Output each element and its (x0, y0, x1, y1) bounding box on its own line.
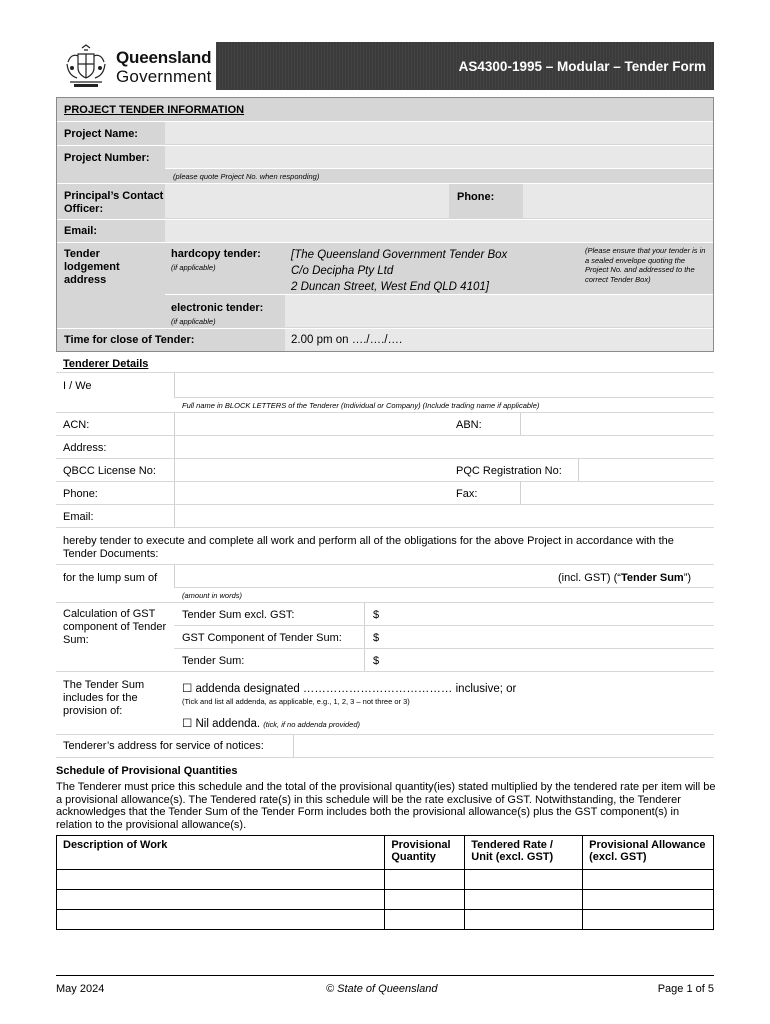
nil-addenda-checkbox[interactable]: ☐ Nil addenda. (tick, if no addenda provided) (182, 718, 361, 730)
table-row[interactable] (57, 870, 714, 890)
schedule-heading: Schedule of Provisional Quantities (56, 765, 238, 777)
footer-copyright: © State of Queensland (326, 983, 438, 995)
notices-address-input[interactable] (293, 735, 714, 757)
fax-input[interactable] (520, 482, 714, 504)
fullname-hint: Full name in BLOCK LETTERS of the Tenderer (Individual or Company) (Include trading name if applicable) (182, 401, 540, 410)
notices-address-label: Tenderer’s address for service of notices: (63, 740, 264, 752)
abn-input[interactable] (520, 413, 714, 435)
project-number-hint: (please quote Project No. when responding) (173, 172, 320, 181)
tenderer-phone-input[interactable] (174, 482, 444, 504)
excl-gst-label: Tender Sum excl. GST: (182, 609, 295, 621)
tenderer-email-input[interactable] (174, 505, 714, 527)
logo-line-government: Government (116, 67, 212, 86)
electronic-tender-label: electronic tender: (171, 302, 264, 314)
addenda-hint: (Tick and list all addenda, as applicable, e.g., 1, 2, 3 – not three or 3) (182, 697, 410, 706)
close-time-value: 2.00 pm on …./…./…. (291, 334, 403, 346)
envelope-note: (Please ensure that your tender is in a sealed envelope quoting the Project No. and addressed to the correct Tender Box) (585, 246, 706, 284)
project-info-heading: PROJECT TENDER INFORMATION (64, 104, 245, 116)
gst-component-dollar: $ (373, 632, 380, 644)
title-bar (216, 42, 714, 90)
col-quantity: Provisional Quantity (385, 836, 465, 870)
contact-officer-label: Principal’s Contact Officer: (64, 190, 164, 215)
project-number-label: Project Number: (64, 152, 150, 164)
schedule-body: The Tenderer must price this schedule and the total of the provisional quantity(ies) stated multiplied by the tendered rate per item will be a provisional allowance(s). The Tendered rate(s) in this schedule will be the rate exclusive of GST. Notwithstanding, the Tenderer acknowledges that the Tender Sum of the Tender Form includes both the provisional allowance(s) plus the GST component(s) in relation to the provisional allowance(s). (56, 781, 716, 831)
tender-sum-input[interactable] (364, 649, 714, 671)
incl-gst-note: (incl. GST) (“Tender Sum”) (558, 572, 692, 584)
tender-box-address: [The Queensland Government Tender Box C/o Decipha Pty Ltd 2 Duncan Street, West End QLD 4101] (291, 249, 508, 293)
col-description: Description of Work (57, 836, 385, 870)
col-rate: Tendered Rate / Unit (excl. GST) (465, 836, 583, 870)
fax-label: Fax: (456, 488, 478, 500)
qld-crest-icon (62, 44, 110, 90)
footer-date: May 2024 (56, 983, 105, 995)
footer-page-number: Page 1 of 5 (657, 983, 714, 995)
col-allowance: Provisional Allowance (excl. GST) (583, 836, 714, 870)
addenda-checkbox[interactable]: ☐ addenda designated ………………………………… inclusive; or (182, 683, 517, 695)
excl-gst-dollar: $ (373, 609, 380, 621)
address-input[interactable] (174, 436, 714, 458)
tenderer-phone-label: Phone: (63, 488, 98, 500)
excl-gst-input[interactable] (364, 603, 714, 625)
project-number-input[interactable] (165, 146, 713, 168)
form-title: AS4300-1995 – Modular – Tender Form (458, 59, 706, 74)
contact-officer-input[interactable] (165, 184, 449, 218)
close-time-label: Time for close of Tender: (64, 334, 195, 346)
lump-sum-label: for the lump sum of (63, 572, 158, 584)
project-email-input[interactable] (165, 220, 713, 242)
table-row[interactable] (57, 910, 714, 930)
qbcc-input[interactable] (174, 459, 444, 481)
tenderer-details-heading: Tenderer Details (63, 358, 149, 370)
address-label: Address: (63, 442, 107, 454)
words-hint: (amount in words) (182, 591, 243, 600)
lodgement-address-label: Tender lodgement address (64, 248, 120, 286)
footer-divider (56, 975, 714, 976)
table-header-row (57, 836, 714, 870)
table-row[interactable] (57, 890, 714, 910)
project-email-label: Email: (64, 225, 98, 237)
project-name-label: Project Name: (64, 128, 138, 140)
tender-sum-label: Tender Sum: (182, 655, 245, 667)
officer-phone-input[interactable] (523, 184, 713, 218)
electronic-tender-input[interactable] (285, 295, 713, 327)
tender-sum-dollar: $ (373, 655, 380, 667)
abn-label: ABN: (456, 419, 482, 431)
iwe-label: I / We (63, 380, 92, 392)
pqc-label: PQC Registration No: (456, 465, 562, 477)
qld-government-logo (56, 42, 216, 90)
project-name-input[interactable] (165, 122, 713, 144)
includes-label: The Tender Sum includes for the provision of: (63, 679, 145, 717)
officer-phone-label: Phone: (457, 191, 495, 203)
electronic-if-applicable: (if applicable) (171, 317, 216, 326)
page-header (56, 40, 714, 92)
gst-component-label: GST Component of Tender Sum: (182, 632, 342, 644)
tenderer-name-input[interactable] (174, 373, 714, 397)
acn-input[interactable] (174, 413, 444, 435)
tender-statement: hereby tender to execute and complete all work and perform all of the obligations for the above Project in accordance with the Tender Documents: (63, 535, 674, 560)
pqc-input[interactable] (578, 459, 714, 481)
hardcopy-if-applicable: (if applicable) (171, 263, 216, 272)
project-tender-info-box (56, 97, 714, 352)
gst-component-input[interactable] (364, 626, 714, 648)
hardcopy-tender-label: hardcopy tender: (171, 248, 261, 260)
logo-line-queensland: Queensland (116, 48, 212, 67)
tenderer-email-label: Email: (63, 511, 94, 523)
qbcc-label: QBCC License No: (63, 465, 156, 477)
provisional-quantities-table (56, 835, 714, 930)
gst-calc-label: Calculation of GST component of Tender Sum: (63, 608, 167, 646)
acn-label: ACN: (63, 419, 90, 431)
